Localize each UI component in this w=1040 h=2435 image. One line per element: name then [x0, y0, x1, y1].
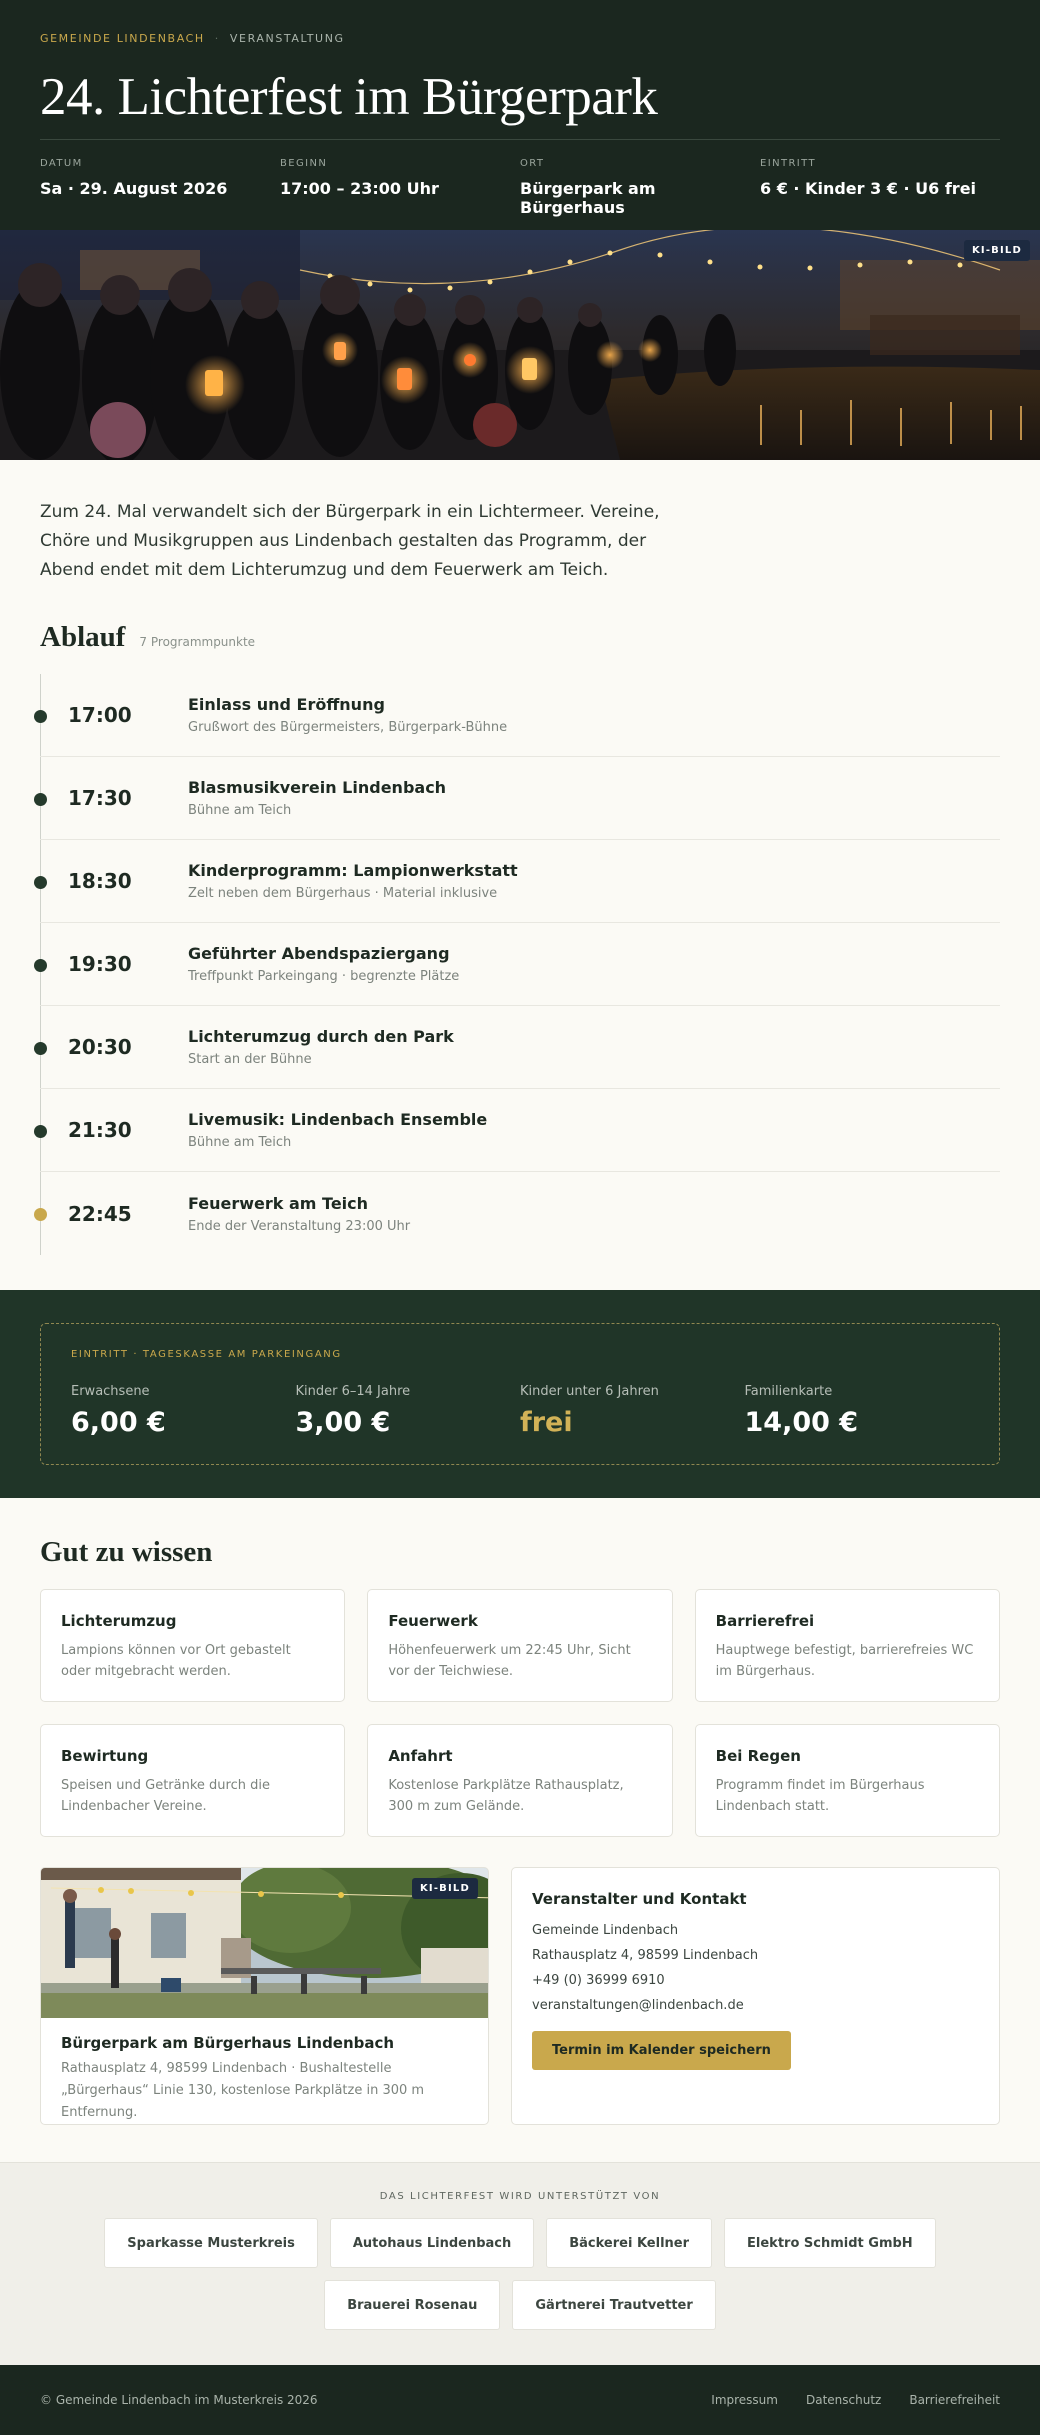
info-card	[367, 1589, 672, 1702]
hero-image	[0, 230, 1040, 460]
fact-value: Bürgerpark am Bürgerhaus	[520, 179, 656, 217]
contact-title: Veranstalter und Kontakt	[532, 1890, 747, 1908]
schedule-item-title: Einlass und Eröffnung	[188, 695, 385, 714]
price-value: 6,00 €	[71, 1407, 166, 1438]
timeline-dot	[34, 876, 47, 889]
sponsor-item[interactable]: Brauerei Rosenau	[324, 2280, 500, 2330]
schedule-item-title: Feuerwerk am Teich	[188, 1193, 369, 1213]
schedule-item	[40, 757, 1000, 840]
good-to-know-grid	[40, 1589, 1000, 1837]
timeline-dot	[34, 1042, 47, 1055]
price-value: 14,00 €	[744, 1407, 859, 1438]
info-card	[695, 1724, 1000, 1837]
breadcrumb	[40, 32, 1000, 45]
contact-address: Rathausplatz 4, 98599 Lindenbach	[532, 1948, 759, 1963]
schedule-count: 7 Programmpunkte	[139, 635, 256, 649]
info-card-text: Kostenlose Parkplätze Rathausplatz, 300 m zum Gelände.	[388, 1778, 624, 1814]
schedule-time: 20:30	[68, 1035, 132, 1059]
schedule-item-detail: Treffpunkt Parkeingang · begrenzte Plätze	[188, 969, 460, 984]
contact-organizer: Gemeinde Lindenbach	[532, 1923, 679, 1938]
admission-box	[40, 1323, 1000, 1465]
location-contact-row	[40, 1867, 1000, 2125]
contact-phone[interactable]: +49 (0) 36999 6910	[532, 1973, 665, 1988]
schedule-item-detail: Bühne am Teich	[188, 1135, 292, 1150]
good-to-know-title: Gut zu wissen	[40, 1536, 213, 1568]
schedule-item	[40, 1006, 1000, 1089]
breadcrumb-category[interactable]: VERANSTALTUNG	[229, 32, 345, 45]
info-card-title: Barrierefrei	[715, 1612, 815, 1630]
location-card	[40, 1867, 489, 2125]
footer-link-imprint[interactable]: Impressum	[711, 2393, 778, 2407]
price-name: Familienkarte	[744, 1384, 833, 1399]
fact-date	[40, 158, 280, 217]
sponsor-item[interactable]: Bäckerei Kellner	[546, 2218, 712, 2268]
fact-value: 17:00 – 23:00 Uhr	[280, 179, 439, 198]
admission-section	[0, 1290, 1040, 1498]
fact-value: 6 € · Kinder 3 € · U6 frei	[760, 179, 977, 198]
timeline-dot-highlight	[34, 1208, 47, 1221]
sponsor-item[interactable]: Sparkasse Musterkreis	[104, 2218, 318, 2268]
location-title: Bürgerpark am Bürgerhaus Lindenbach	[61, 2034, 395, 2052]
contact-details	[532, 1922, 979, 2015]
info-card-text: Programm findet im Bürgerhaus Lindenbach statt.	[715, 1778, 925, 1814]
info-card-title: Feuerwerk	[388, 1612, 478, 1630]
info-card-text: Lampions können vor Ort gebastelt oder mitgebracht werden.	[61, 1643, 291, 1679]
price-item	[296, 1384, 521, 1438]
schedule-time: 19:30	[68, 952, 132, 976]
sponsors-section	[0, 2162, 1040, 2365]
timeline-dot	[34, 793, 47, 806]
sponsors-label: DAS LICHTERFEST WIRD UNTERSTÜTZT VON	[379, 2191, 661, 2202]
location-body	[41, 2018, 488, 2125]
sponsor-list	[40, 2218, 1000, 2330]
breadcrumb-separator: ·	[214, 32, 220, 45]
schedule-timeline	[40, 674, 1000, 1255]
timeline-dot	[34, 1125, 47, 1138]
info-card-text: Hauptwege befestigt, barrierefreies WC im Bürgerhaus.	[715, 1643, 974, 1679]
price-value: 3,00 €	[295, 1407, 391, 1438]
info-card-title: Bei Regen	[715, 1747, 801, 1765]
schedule-time: 21:30	[68, 1118, 132, 1142]
fact-label: ORT	[520, 158, 545, 169]
schedule-item-title: Livemusik: Lindenbach Ensemble	[188, 1110, 488, 1129]
info-card-title: Lichterumzug	[61, 1612, 177, 1630]
fact-location	[520, 158, 760, 217]
info-card-text: Speisen und Getränke durch die Lindenbacher Vereine.	[61, 1778, 270, 1814]
fact-label: DATUM	[40, 158, 83, 169]
price-item	[71, 1384, 296, 1438]
schedule-item-title: Kinderprogramm: Lampionwerkstatt	[188, 861, 518, 880]
page-title: 24. Lichterfest im Bürgerpark	[40, 68, 658, 126]
timeline-dot	[34, 959, 47, 972]
schedule-item-detail: Ende der Veranstaltung 23:00 Uhr	[188, 1218, 411, 1234]
fact-value: Sa · 29. August 2026	[40, 179, 228, 198]
price-name: Erwachsene	[71, 1384, 150, 1399]
schedule-item	[40, 923, 1000, 1006]
timeline-dot	[34, 710, 47, 723]
info-card	[695, 1589, 1000, 1702]
price-value: frei	[520, 1407, 573, 1438]
fact-label: EINTRITT	[760, 158, 816, 169]
schedule-item	[40, 840, 1000, 923]
sponsor-item[interactable]: Gärtnerei Trautvetter	[512, 2280, 715, 2330]
price-list	[71, 1384, 969, 1438]
schedule-item-detail: Zelt neben dem Bürgerhaus · Material inklusive	[188, 886, 498, 901]
event-facts	[40, 139, 1000, 217]
schedule-time: 22:45	[68, 1201, 132, 1226]
fact-admission	[760, 158, 1000, 217]
schedule-header	[0, 585, 1040, 654]
schedule-title: Ablauf	[40, 621, 126, 653]
schedule-item-title: Lichterumzug durch den Park	[188, 1027, 454, 1046]
schedule-time: 17:30	[68, 786, 132, 810]
contact-card	[511, 1867, 1000, 2125]
info-card	[40, 1589, 345, 1702]
location-photo	[41, 1868, 488, 2018]
footer-link-privacy[interactable]: Datenschutz	[805, 2393, 882, 2407]
save-to-calendar-button[interactable]: Termin im Kalender speichern	[532, 2031, 791, 2070]
breadcrumb-organizer[interactable]: GEMEINDE LINDENBACH	[40, 32, 205, 45]
price-item	[745, 1384, 970, 1438]
schedule-item	[40, 1089, 1000, 1172]
location-text: Rathausplatz 4, 98599 Lindenbach · Bushaltestelle „Bürgerhaus“ Linie 130, kostenlose Parkplätze in 300 m Entfernung.	[61, 2061, 425, 2120]
contact-email[interactable]: veranstaltungen@lindenbach.de	[532, 1998, 744, 2013]
schedule-item-detail: Grußwort des Bürgermeisters, Bürgerpark-Bühne	[188, 720, 508, 735]
info-card	[367, 1724, 672, 1837]
schedule-item-detail: Start an der Bühne	[188, 1052, 312, 1067]
sponsor-item[interactable]: Autohaus Lindenbach	[330, 2218, 534, 2268]
footer-link-accessibility[interactable]: Barrierefreiheit	[909, 2393, 1000, 2407]
price-item	[520, 1384, 745, 1438]
info-card	[40, 1724, 345, 1837]
schedule-time: 18:30	[68, 869, 132, 893]
sponsor-item[interactable]: Elektro Schmidt GmbH	[724, 2218, 936, 2268]
price-name: Kinder 6–14 Jahre	[295, 1384, 411, 1399]
schedule-time: 17:00	[68, 703, 132, 727]
ai-image-badge: KI-BILD	[964, 240, 1030, 261]
schedule-item-title: Blasmusikverein Lindenbach	[188, 778, 447, 797]
schedule-item	[40, 674, 1000, 757]
lantern-festival-illustration	[0, 230, 1040, 460]
schedule-item	[40, 1172, 1000, 1255]
price-name: Kinder unter 6 Jahren	[520, 1384, 659, 1399]
event-header	[0, 0, 1040, 230]
admission-label: EINTRITT · TAGESKASSE AM PARKEINGANG	[71, 1349, 342, 1360]
ai-image-badge: KI-BILD	[412, 1878, 478, 1899]
info-card-title: Anfahrt	[388, 1747, 453, 1765]
schedule-item-title: Geführter Abendspaziergang	[188, 944, 450, 963]
footer-copyright: © Gemeinde Lindenbach im Musterkreis 2026	[40, 2393, 318, 2407]
info-card-title: Bewirtung	[61, 1747, 149, 1765]
info-card-text: Höhenfeuerwerk um 22:45 Uhr, Sicht vor der Teichwiese.	[388, 1643, 631, 1679]
fact-label: BEGINN	[280, 158, 328, 169]
schedule-item-detail: Bühne am Teich	[188, 803, 292, 818]
footer-links	[711, 2393, 1000, 2407]
intro-text: Zum 24. Mal verwandelt sich der Bürgerpark in ein Lichtermeer. Vereine, Chöre und Musikgruppen aus Lindenbach gestalten das Programm, der Abend endet mit dem Lichterumzug und dem Feuerwerk am Teich.	[40, 502, 660, 580]
fact-start	[280, 158, 520, 217]
